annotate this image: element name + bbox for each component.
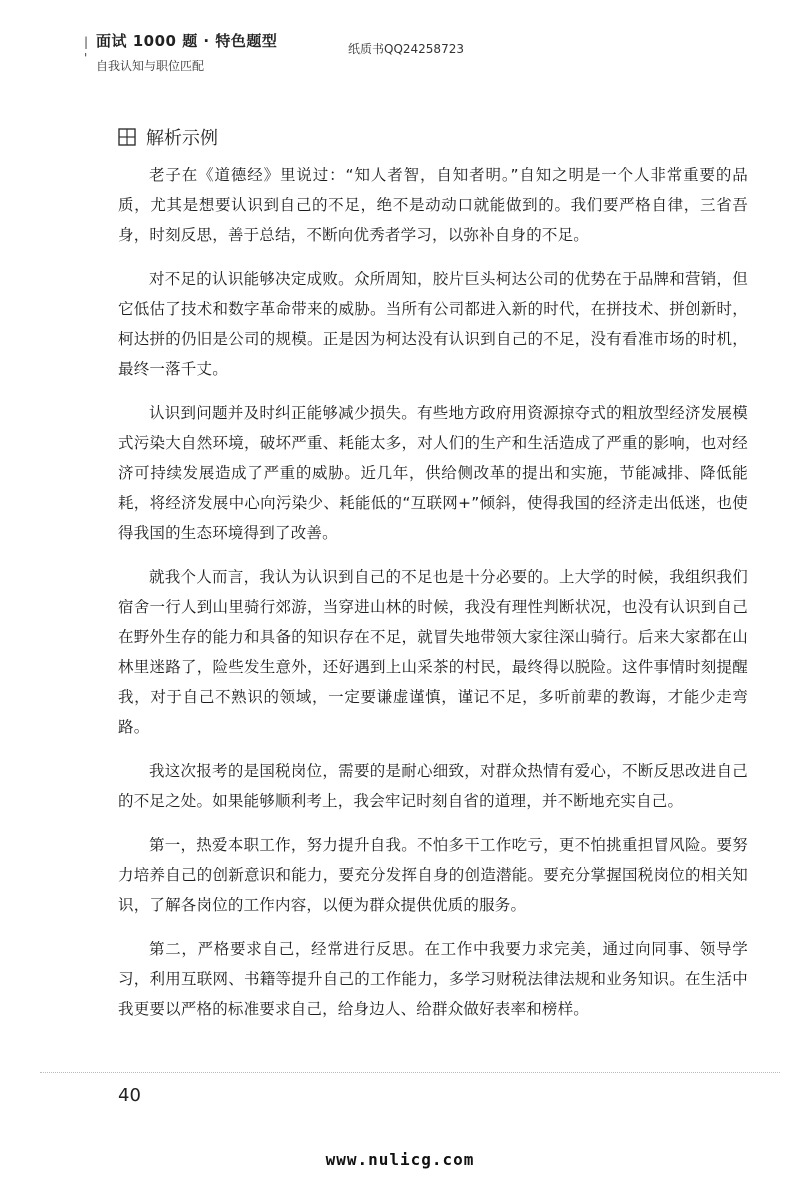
page-number: 40 [118,1085,141,1106]
body-text [118,160,748,1038]
section-heading [118,124,218,150]
book-title: 面试 1000 题 · 特色题型 [96,32,278,50]
section-title: 解析示例 [146,128,218,149]
dotted-divider [40,1072,780,1073]
paragraph: 第一，热爱本职工作，努力提升自我。不怕多干工作吃亏，更不怕挑重担冒风险。要努力培养自己的创新意识和能力，要充分发挥自身的创造潜能。要充分掌握国税岗位的相关知识，了解各岗位的工作内容，以便为群众提供优质的服务。 [118,836,748,914]
running-header [84,30,278,74]
watermark-text: 纸质书QQ24258723 [348,42,464,56]
chapter-title: 自我认知与职位匹配 [96,59,205,73]
paragraph: 就我个人而言，我认为认识到自己的不足也是十分必要的。上大学的时候，我组织我们宿舍一行人到山里骑行郊游，当穿进山林的时候，我没有理性判断状况，也没有认识到自己在野外生存的能力和具备的知识存在不足，就冒失地带领大家往深山骑行。后来大家都在山林里迷路了，险些发生意外，还好遇到上山采茶的村民，最终得以脱险。这件事情时刻提醒我，对于自己不熟识的领域，一定要谦虚谨慎，谨记不足，多听前辈的教诲，才能少走弯路。 [118,568,748,736]
header-margin-mark: | ' [84,35,89,65]
paragraph: 对不足的认识能够决定成败。众所周知，胶片巨头柯达公司的优势在于品牌和营销，但它低估了技术和数字革命带来的威胁。当所有公司都进入新的时代，在拼技术、拼创新时，柯达拼的仍旧是公司的规模。正是因为柯达没有认识到自己的不足，没有看准市场的时机，最终一落千丈。 [118,270,748,378]
paragraph: 我这次报考的是国税岗位，需要的是耐心细致，对群众热情有爱心，不断反思改进自己的不足之处。如果能够顺利考上，我会牢记时刻自省的道理，并不断地充实自己。 [118,762,748,810]
grid-box-icon [118,128,136,146]
paragraph: 认识到问题并及时纠正能够减少损失。有些地方政府用资源掠夺式的粗放型经济发展模式污染大自然环境，破坏严重、耗能太多，对人们的生产和生活造成了严重的影响，也对经济可持续发展造成了严重的威胁。近几年，供给侧改革的提出和实施，节能减排、降低能耗，将经济发展中心向污染少、耗能低的“互联网+”倾斜，使得我国的经济走出低迷，也使得我国的生态环境得到了改善。 [118,404,748,542]
footer-url: www.nulicg.com [325,1150,475,1169]
paragraph: 第二，严格要求自己，经常进行反思。在工作中我要力求完美，通过向同事、领导学习，利用互联网、书籍等提升自己的工作能力，多学习财税法律法规和业务知识。在生活中我更要以严格的标准要求自己，给身边人、给群众做好表率和榜样。 [118,940,748,1018]
paragraph: 老子在《道德经》里说过：“知人者智，自知者明。”自知之明是一个人非常重要的品质，尤其是想要认识到自己的不足，绝不是动动口就能做到的。我们要严格自律，三省吾身，时刻反思，善于总结，不断向优秀者学习，以弥补自身的不足。 [118,166,748,244]
